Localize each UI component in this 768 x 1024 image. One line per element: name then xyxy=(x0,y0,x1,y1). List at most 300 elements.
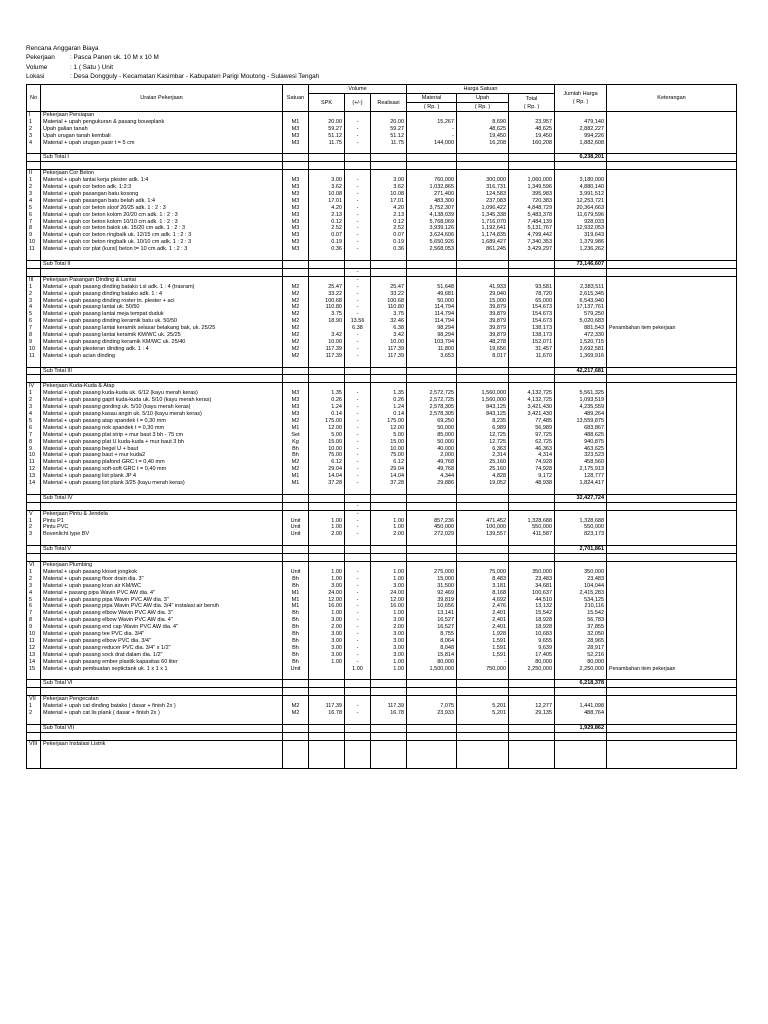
cell-jumlah: 28,965 xyxy=(555,638,607,645)
col-uraian: Uraian Pekerjaan xyxy=(41,85,283,112)
cell-jumlah: 881,543 xyxy=(555,325,607,332)
table-row xyxy=(27,597,737,604)
cell-spk xyxy=(309,672,345,679)
cell-ket xyxy=(607,688,737,696)
cell-real: 6.12 xyxy=(371,459,407,466)
cell-mat: 114,794 xyxy=(407,311,457,318)
cell-sat: M1 xyxy=(283,603,309,610)
cell-sat: M3 xyxy=(283,225,309,232)
cell-mat: 3,624,606 xyxy=(407,232,457,239)
cell-pm xyxy=(345,260,371,268)
table-row xyxy=(27,205,737,212)
cell-real: 117.39 xyxy=(371,703,407,710)
cell-no xyxy=(27,546,41,554)
cell-pm: - xyxy=(345,390,371,397)
cell-spk: 10.00 xyxy=(309,339,345,346)
table-row xyxy=(27,452,737,459)
cell-desc: Material + upah pasang atap spandek t = 0,30 mm xyxy=(41,418,283,425)
cell-total xyxy=(509,761,555,768)
table-row xyxy=(27,212,737,219)
col-jumlah: Jumlah Harga ( Rp. ) xyxy=(555,85,607,112)
cell-jumlah: 12,932,053 xyxy=(555,225,607,232)
cell-no: 9 xyxy=(27,624,41,631)
table-row xyxy=(27,291,737,298)
blank-row xyxy=(27,761,737,768)
cell-pm: - xyxy=(345,184,371,191)
cell-spk xyxy=(309,680,345,688)
cell-spk: 20.00 xyxy=(309,119,345,126)
cell-ket xyxy=(607,747,737,754)
cell-no: 8 xyxy=(27,225,41,232)
cell-upah: 12,725 xyxy=(457,432,509,439)
table-row xyxy=(27,652,737,659)
cell-desc: Material + upah pasang kloset jongkok xyxy=(41,569,283,576)
cell-ket xyxy=(607,232,737,239)
cell-mat: 760,000 xyxy=(407,177,457,184)
cell-total: 154,673 xyxy=(509,304,555,311)
cell-mat: 4,344 xyxy=(407,473,457,480)
cell-total: 4,314 xyxy=(509,452,555,459)
cell-pm: - xyxy=(345,576,371,583)
cell-desc: Sub Total III xyxy=(41,367,283,375)
cell-no: 8 xyxy=(27,332,41,339)
cell-sat: M3 xyxy=(283,411,309,418)
cell-upah xyxy=(457,383,509,390)
cell-total: 46,363 xyxy=(509,446,555,453)
cell-real xyxy=(371,688,407,696)
cell-upah xyxy=(457,276,509,283)
cell-total xyxy=(509,170,555,177)
cell-total: 1,328,688 xyxy=(509,518,555,525)
cell-mat: 3,939,126 xyxy=(407,225,457,232)
cell-desc: Material + upah pasang elbow Wavin PVC AW dia. 3" xyxy=(41,610,283,617)
cell-ket xyxy=(607,390,737,397)
cell-jumlah: 37,855 xyxy=(555,624,607,631)
cell-sat: Bh xyxy=(283,638,309,645)
cell-total: 74,928 xyxy=(509,459,555,466)
cell-sat: M2 xyxy=(283,284,309,291)
table-row xyxy=(27,576,737,583)
cell-mat: 144,000 xyxy=(407,140,457,147)
cell-spk xyxy=(309,546,345,554)
cell-real: 15.00 xyxy=(371,439,407,446)
cell-ket xyxy=(607,154,737,162)
cell-sat: Bh xyxy=(283,617,309,624)
cell-jumlah: 823,173 xyxy=(555,531,607,538)
cell-mat: 1,500,000 xyxy=(407,666,457,673)
cell-spk: 0.14 xyxy=(309,411,345,418)
cell-upah xyxy=(457,754,509,761)
blank-row xyxy=(27,672,737,679)
cell-desc: Sub Total V xyxy=(41,546,283,554)
cell-upah: 139,557 xyxy=(457,531,509,538)
cell-jumlah xyxy=(555,147,607,154)
cell-jumlah: 13,559,875 xyxy=(555,418,607,425)
cell-mat xyxy=(407,754,457,761)
cell-jumlah: 4,235,559 xyxy=(555,404,607,411)
cell-pm: - xyxy=(345,311,371,318)
cell-mat: 15,814 xyxy=(407,652,457,659)
cell-jumlah xyxy=(555,502,607,510)
cell-ket xyxy=(607,318,737,325)
cell-no: 9 xyxy=(27,232,41,239)
cell-pm: - xyxy=(345,569,371,576)
cell-pm: - xyxy=(345,645,371,652)
cell-mat xyxy=(407,724,457,732)
cell-total xyxy=(509,554,555,562)
cell-pm: - xyxy=(345,353,371,360)
cell-no xyxy=(27,253,41,260)
cell-no xyxy=(27,747,41,754)
cell-real: 1.00 xyxy=(371,659,407,666)
cell-ket xyxy=(607,425,737,432)
cell-desc: Material + upah cat dinding batako ( dasar + finish 2x ) xyxy=(41,703,283,710)
cell-real: 1.00 xyxy=(371,569,407,576)
col-realisasi: Realisasi xyxy=(371,94,407,112)
cell-real: 0.26 xyxy=(371,397,407,404)
cell-desc: Material + upah urugan pasir t = 5 cm xyxy=(41,140,283,147)
cell-pm: - xyxy=(345,446,371,453)
blank-row xyxy=(27,754,737,761)
cell-spk xyxy=(309,724,345,732)
cell-total xyxy=(509,680,555,688)
cell-ket xyxy=(607,502,737,510)
cell-real xyxy=(371,170,407,177)
cell-mat xyxy=(407,502,457,510)
cell-real xyxy=(371,154,407,162)
cell-spk: 18.90 xyxy=(309,318,345,325)
cell-sat: M2 xyxy=(283,339,309,346)
cell-mat xyxy=(407,375,457,383)
table-row xyxy=(27,353,737,360)
cell-spk: 2.00 xyxy=(309,531,345,538)
cell-ket xyxy=(607,432,737,439)
cell-pm xyxy=(345,688,371,696)
cell-mat xyxy=(407,487,457,494)
table-row xyxy=(27,439,737,446)
cell-pm: - xyxy=(345,638,371,645)
cell-sat: Bh xyxy=(283,624,309,631)
cell-desc xyxy=(41,747,283,754)
cell-no xyxy=(27,724,41,732)
cell-mat: 49,681 xyxy=(407,291,457,298)
cell-spk: 15.00 xyxy=(309,439,345,446)
cell-mat xyxy=(407,383,457,390)
cell-spk: 5.00 xyxy=(309,432,345,439)
cell-desc: Material + upah pasang dinding keramik KM/WC uk. 25/40 xyxy=(41,339,283,346)
cell-ket xyxy=(607,246,737,253)
cell-sat xyxy=(283,253,309,260)
cell-spk: 25.47 xyxy=(309,284,345,291)
cell-jumlah: 6,238,201 xyxy=(555,154,607,162)
cell-total: 56,989 xyxy=(509,425,555,432)
cell-no xyxy=(27,754,41,761)
cell-desc: Material + upah pengukuran & pasang bouwplank xyxy=(41,119,283,126)
cell-sat: Unit xyxy=(283,569,309,576)
cell-mat xyxy=(407,276,457,283)
cell-mat: 13,141 xyxy=(407,610,457,617)
cell-spk xyxy=(309,510,345,517)
cell-sat: M3 xyxy=(283,205,309,212)
cell-sat: M3 xyxy=(283,191,309,198)
cell-real xyxy=(371,754,407,761)
cell-sat xyxy=(283,717,309,724)
cell-total: 3,421,430 xyxy=(509,404,555,411)
cell-sat: M3 xyxy=(283,246,309,253)
cell-mat: 2,578,305 xyxy=(407,411,457,418)
cell-upah xyxy=(457,170,509,177)
cell-desc: Material + upah pasang list plank 3/25 (kayu merah keras) xyxy=(41,480,283,487)
section-header-row xyxy=(27,276,737,283)
table-row xyxy=(27,466,737,473)
cell-total: 15,542 xyxy=(509,610,555,617)
cell-no: 11 xyxy=(27,459,41,466)
col-upah: Upah xyxy=(457,94,509,103)
cell-spk xyxy=(309,147,345,154)
cell-total: 550,000 xyxy=(509,524,555,531)
cell-ket xyxy=(607,597,737,604)
cell-pm: - xyxy=(345,126,371,133)
cell-upah xyxy=(457,502,509,510)
cell-spk: 1.35 xyxy=(309,390,345,397)
cell-desc: Upah galian tanah xyxy=(41,126,283,133)
cell-desc: Bovenlicht type BV xyxy=(41,531,283,538)
cell-jumlah xyxy=(555,754,607,761)
cell-spk xyxy=(309,375,345,383)
subtotal-row xyxy=(27,494,737,502)
cell-real xyxy=(371,276,407,283)
cell-spk: 117.39 xyxy=(309,703,345,710)
cell-total xyxy=(509,375,555,383)
cell-desc: Material + upah pasang kasau angin uk. 5/10 (kayu merah keras) xyxy=(41,411,283,418)
cell-jumlah: 940,875 xyxy=(555,439,607,446)
cell-no xyxy=(27,375,41,383)
cell-pm xyxy=(345,724,371,732)
table-row xyxy=(27,184,737,191)
cell-ket xyxy=(607,404,737,411)
cell-no: 10 xyxy=(27,346,41,353)
cell-ket xyxy=(607,360,737,367)
cell-no xyxy=(27,154,41,162)
cell-sat: Bh xyxy=(283,576,309,583)
cell-pm: - xyxy=(345,710,371,717)
cell-jumlah: 32,050 xyxy=(555,631,607,638)
cell-pm: - xyxy=(345,597,371,604)
cell-pm: - xyxy=(345,284,371,291)
cell-jumlah: 683,867 xyxy=(555,425,607,432)
cell-spk xyxy=(309,732,345,740)
cell-desc: Material + upah pasang begel U + baut xyxy=(41,446,283,453)
cell-sat: Unit xyxy=(283,666,309,673)
cell-sat: M2 xyxy=(283,332,309,339)
cell-spk xyxy=(309,268,345,276)
cell-real: 3.75 xyxy=(371,311,407,318)
col-material: Material xyxy=(407,94,457,103)
cell-spk: 0.26 xyxy=(309,397,345,404)
cell-ket xyxy=(607,170,737,177)
table-row xyxy=(27,390,737,397)
cell-upah xyxy=(457,367,509,375)
cell-desc: Material + upah pasang plat strip + mur baut 3 bh - 75 cm xyxy=(41,432,283,439)
cell-jumlah xyxy=(555,253,607,260)
cell-desc xyxy=(41,375,283,383)
cell-mat xyxy=(407,761,457,768)
cell-jumlah: 323,523 xyxy=(555,452,607,459)
cell-pm xyxy=(345,170,371,177)
cell-total: 12,277 xyxy=(509,703,555,710)
table-row xyxy=(27,198,737,205)
cell-upah: 237,083 xyxy=(457,198,509,205)
subtotal-row xyxy=(27,680,737,688)
cell-total: 17,405 xyxy=(509,652,555,659)
cell-total: 9,639 xyxy=(509,645,555,652)
cell-desc: Material + upah pasang dinding keramik batu uk. 50/50 xyxy=(41,318,283,325)
cell-no: II xyxy=(27,170,41,177)
cell-sat xyxy=(283,688,309,696)
cell-mat xyxy=(407,360,457,367)
cell-upah: 19,052 xyxy=(457,480,509,487)
cell-jumlah: 15,542 xyxy=(555,610,607,617)
cell-real xyxy=(371,717,407,724)
cell-jumlah: 28,917 xyxy=(555,645,607,652)
cell-desc: Pintu P1 xyxy=(41,518,283,525)
cell-real xyxy=(371,740,407,747)
cell-desc: Material + upah pasang baut + mur kuda2 xyxy=(41,452,283,459)
cell-pm: - xyxy=(345,177,371,184)
cell-spk: 29.04 xyxy=(309,466,345,473)
cell-jumlah xyxy=(555,696,607,703)
cell-pm: - xyxy=(345,624,371,631)
cell-mat: 275,000 xyxy=(407,569,457,576)
cell-ket xyxy=(607,494,737,502)
cell-ket: Penambahan item pekerjaan xyxy=(607,666,737,673)
cell-jumlah: 2,615,345 xyxy=(555,291,607,298)
cell-pm: - xyxy=(345,531,371,538)
cell-pm xyxy=(345,253,371,260)
cell-desc: Material + upah lantai kerja plester adk. 1:4 xyxy=(41,177,283,184)
cell-mat: 49,768 xyxy=(407,466,457,473)
cell-mat: 15,000 xyxy=(407,576,457,583)
cell-sat xyxy=(283,546,309,554)
table-row xyxy=(27,624,737,631)
cell-total xyxy=(509,276,555,283)
cell-upah: 3,181 xyxy=(457,583,509,590)
cell-pm xyxy=(345,383,371,390)
table-row xyxy=(27,346,737,353)
cell-upah xyxy=(457,688,509,696)
cell-ket xyxy=(607,590,737,597)
table-row xyxy=(27,298,737,305)
cell-jumlah: 550,000 xyxy=(555,524,607,531)
cell-spk: 14.04 xyxy=(309,473,345,480)
cell-upah: 2,314 xyxy=(457,452,509,459)
blank-row xyxy=(27,538,737,545)
cell-desc: Material + upah pasang end cap Wavin PVC AW dia. 4" xyxy=(41,624,283,631)
cell-desc: Material + upah pasang tee PVC dia. 3/4" xyxy=(41,631,283,638)
cell-ket xyxy=(607,538,737,545)
cell-real xyxy=(371,672,407,679)
cell-total xyxy=(509,724,555,732)
cell-real: 3.00 xyxy=(371,638,407,645)
cell-sat: Bh xyxy=(283,452,309,459)
cell-pm xyxy=(345,546,371,554)
cell-upah: 1,560,000 xyxy=(457,390,509,397)
cell-spk: 10.08 xyxy=(309,191,345,198)
cell-no xyxy=(27,732,41,740)
cell-total: 4,132,725 xyxy=(509,397,555,404)
cell-sat: M3 xyxy=(283,212,309,219)
cell-jumlah: 2,701,861 xyxy=(555,546,607,554)
cell-upah: 48,278 xyxy=(457,339,509,346)
cell-upah: 8,235 xyxy=(457,418,509,425)
cell-real: 3.00 xyxy=(371,617,407,624)
cell-mat xyxy=(407,561,457,568)
cell-pm: - xyxy=(345,219,371,226)
cell-ket xyxy=(607,162,737,170)
header-line-pekerjaan: Pekerjaan : Pasca Panen uk. 10 M x 10 M xyxy=(26,54,159,62)
cell-no: 5 xyxy=(27,418,41,425)
cell-no: 14 xyxy=(27,480,41,487)
cell-upah xyxy=(457,724,509,732)
cell-desc: Pekerjaan Pengecatan xyxy=(41,696,283,703)
cell-pm xyxy=(345,147,371,154)
cell-spk xyxy=(309,561,345,568)
cell-no xyxy=(27,494,41,502)
cell-spk xyxy=(309,717,345,724)
cell-desc: Sub Total IV xyxy=(41,494,283,502)
table-row xyxy=(27,191,737,198)
cell-total: 3,429,297 xyxy=(509,246,555,253)
cell-jumlah: 52,216 xyxy=(555,652,607,659)
blank-row xyxy=(27,147,737,154)
cell-total: 18,928 xyxy=(509,624,555,631)
cell-pm: - xyxy=(345,432,371,439)
cell-real xyxy=(371,147,407,154)
cell-mat xyxy=(407,112,457,119)
table-row xyxy=(27,133,737,140)
cell-desc: Material + upah cor beton sloof 20/25 adk. 1 : 2 : 3 xyxy=(41,205,283,212)
col-upah-rp: ( Rp. ) xyxy=(457,103,509,112)
cell-sat: Bh xyxy=(283,446,309,453)
cell-pm xyxy=(345,680,371,688)
cell-spk: 3.00 xyxy=(309,638,345,645)
cell-mat: 29,886 xyxy=(407,480,457,487)
table-row xyxy=(27,225,737,232)
cell-pm: - xyxy=(345,480,371,487)
cell-ket xyxy=(607,518,737,525)
cell-desc: Material + upah pasang soft-soft GRC t = 0,40 mm xyxy=(41,466,283,473)
cell-ket xyxy=(607,298,737,305)
cell-desc: Material + upah pasang dinding batako adk. 1 : 4 xyxy=(41,291,283,298)
col-spk: SPK xyxy=(309,94,345,112)
cell-ket xyxy=(607,717,737,724)
cell-no xyxy=(27,554,41,562)
cell-spk: 33.22 xyxy=(309,291,345,298)
cell-mat: 103,794 xyxy=(407,339,457,346)
cell-upah: 100,000 xyxy=(457,524,509,531)
cell-sat: M1 xyxy=(283,473,309,480)
cell-upah: 8,690 xyxy=(457,119,509,126)
cell-total: 152,071 xyxy=(509,339,555,346)
cell-total xyxy=(509,717,555,724)
cell-pm: - xyxy=(345,304,371,311)
cell-real xyxy=(371,696,407,703)
cell-ket xyxy=(607,367,737,375)
cell-spk: 117.39 xyxy=(309,353,345,360)
cell-upah xyxy=(457,487,509,494)
cell-upah: 6,989 xyxy=(457,425,509,432)
cell-upah: 1,689,427 xyxy=(457,239,509,246)
